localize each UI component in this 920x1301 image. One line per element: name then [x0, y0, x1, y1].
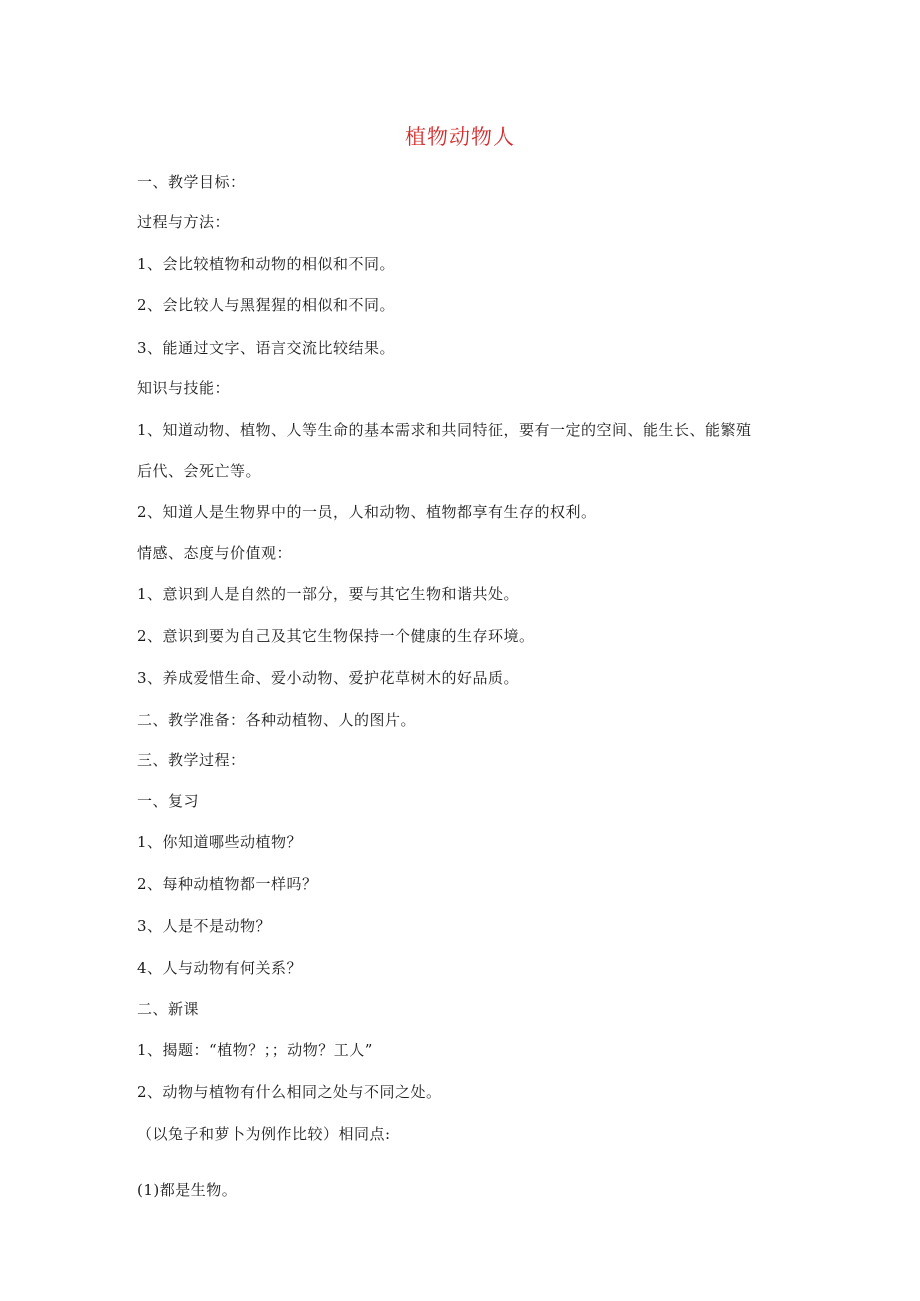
list-item: 2、动物与植物有什么相同之处与不同之处。: [137, 1083, 442, 1101]
list-item: 2、意识到要为自己及其它生物保持一个健康的生存环境。: [137, 627, 535, 645]
list-item: 4、人与动物有何关系？: [137, 959, 303, 977]
section-heading: 二、教学准备：各种动植物、人的图片。: [137, 711, 417, 729]
subsection-heading: 知识与技能：: [137, 379, 231, 397]
list-item-continuation: 后代、会死亡等。: [137, 462, 262, 480]
list-item: 1、揭题：“植物？；；动物？工人”: [137, 1041, 373, 1059]
list-item: 1、会比较植物和动物的相似和不同。: [137, 255, 396, 273]
subsection-heading: 情感、态度与价值观：: [137, 544, 293, 562]
list-item: 3、人是不是动物？: [137, 917, 272, 935]
list-item: 2、知道人是生物界中的一员，人和动物、植物都享有生存的权利。: [137, 503, 597, 521]
subsection-heading: 二、新课: [137, 1000, 200, 1018]
list-item: 2、每种动植物都一样吗？: [137, 875, 318, 893]
list-item: 2、会比较人与黑猩猩的相似和不同。: [137, 296, 396, 314]
list-item: (1)都是生物。: [137, 1181, 238, 1199]
section-heading: 三、教学过程：: [137, 751, 246, 769]
subsection-heading: 一、复习: [137, 792, 200, 810]
document-title: 植物动物人: [405, 125, 515, 149]
list-item: 1、你知道哪些动植物？: [137, 833, 303, 851]
list-item: 3、养成爱惜生命、爱小动物、爱护花草树木的好品质。: [137, 669, 520, 687]
list-item: 3、能通过文字、语言交流比较结果。: [137, 339, 396, 357]
list-item: 1、意识到人是自然的一部分，要与其它生物和谐共处。: [137, 585, 520, 603]
section-heading: 一、教学目标：: [137, 173, 246, 191]
list-item: 1、知道动物、植物、人等生命的基本需求和共同特征，要有一定的空间、能生长、能繁殖: [137, 421, 752, 439]
subsection-heading: 过程与方法：: [137, 213, 231, 231]
paragraph: （以兔子和萝卜为例作比较）相同点:: [137, 1125, 391, 1143]
